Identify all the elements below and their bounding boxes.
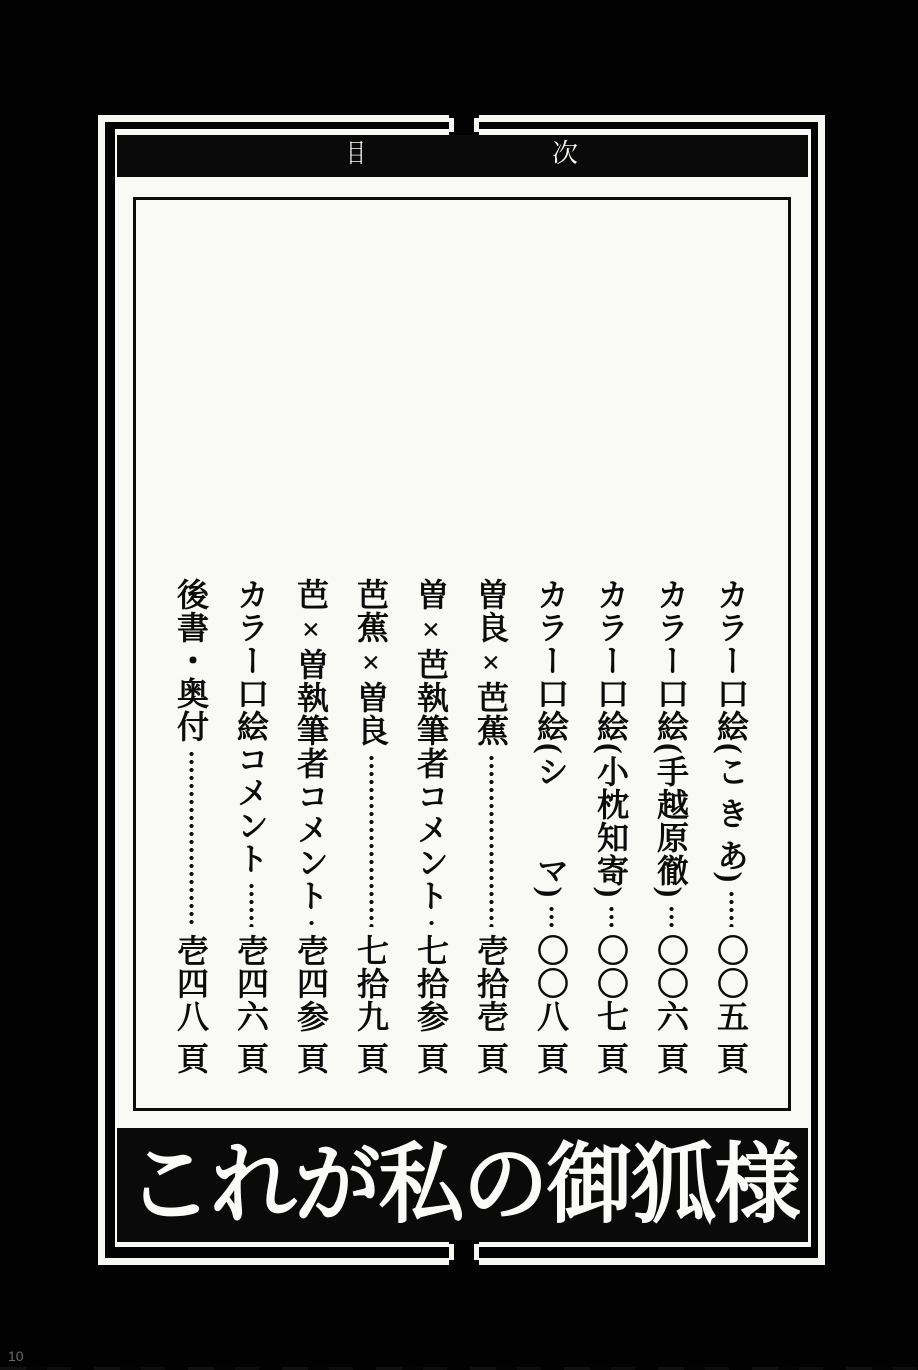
toc-entry-title: 芭蕉×曽良 [353, 578, 389, 747]
dot-leader [309, 919, 314, 927]
toc-entry-page: 壱拾壱 頁 [473, 934, 509, 1075]
toc-header-char-ji: 次 [552, 139, 579, 168]
toc-entry-title: カラー口絵(こ き あ) [713, 578, 749, 884]
toc-entry [175, 578, 207, 1075]
toc-entry-title: カラー口絵(小枕知寄) [593, 578, 629, 899]
book-title: これが私の御狐様 [126, 1136, 799, 1234]
toc-entry-page: 壱四参 頁 [293, 934, 329, 1075]
notch-stub [474, 1244, 479, 1260]
toc-entry-page: 〇〇七 頁 [593, 934, 629, 1075]
dot-leader [429, 919, 434, 927]
toc-entry [355, 578, 387, 1075]
toc-entry-title: カラー口絵(手越原徹) [653, 578, 689, 899]
scan-page-number: 10 [8, 1348, 24, 1364]
toc-entry [475, 578, 507, 1075]
toc-entry-title: カラー口絵(シ マ) [533, 578, 569, 899]
dot-leader [489, 754, 494, 927]
book-title-bar [117, 1128, 808, 1242]
notch-stub [449, 1244, 454, 1260]
toc-entry-page: 七拾参 頁 [413, 934, 449, 1075]
toc-entry [415, 578, 447, 1075]
toc-list [175, 578, 747, 1075]
toc-entry-title: 曽×芭執筆者コメント [413, 578, 449, 912]
dot-leader [549, 905, 554, 927]
dot-leader [729, 890, 734, 927]
toc-entry-title: 曽良×芭蕉 [473, 578, 509, 747]
notch-stub [449, 118, 454, 132]
toc-entry-page: 七拾九 頁 [353, 934, 389, 1075]
toc-entry [715, 578, 747, 1075]
toc-entry-page: 壱四六 頁 [233, 934, 269, 1075]
toc-entry [655, 578, 687, 1075]
dot-leader [609, 905, 614, 927]
dot-leader [669, 905, 674, 927]
toc-entry [235, 578, 267, 1075]
toc-entry-title: 後書・奥付 [173, 578, 209, 743]
dot-leader [249, 882, 254, 927]
toc-entry-page: 〇〇八 頁 [533, 934, 569, 1075]
toc-header-bar [117, 135, 808, 177]
toc-entry-title: カラー口絵コメント [233, 578, 269, 875]
toc-entry-page: 壱四八 頁 [173, 934, 209, 1075]
toc-entry-title: 芭×曽執筆者コメント [293, 578, 329, 912]
toc-header-char-moku: 目 [346, 139, 366, 168]
toc-entry-page: 〇〇六 頁 [653, 934, 689, 1075]
toc-entry-page: 〇〇五 頁 [713, 934, 749, 1075]
notch-stub [474, 118, 479, 132]
dot-leader [189, 750, 194, 927]
toc-entry [295, 578, 327, 1075]
toc-entry [595, 578, 627, 1075]
dot-leader [369, 754, 374, 927]
frame-notch-top [449, 113, 479, 135]
toc-entry [535, 578, 567, 1075]
frame-notch-bottom [449, 1240, 479, 1265]
